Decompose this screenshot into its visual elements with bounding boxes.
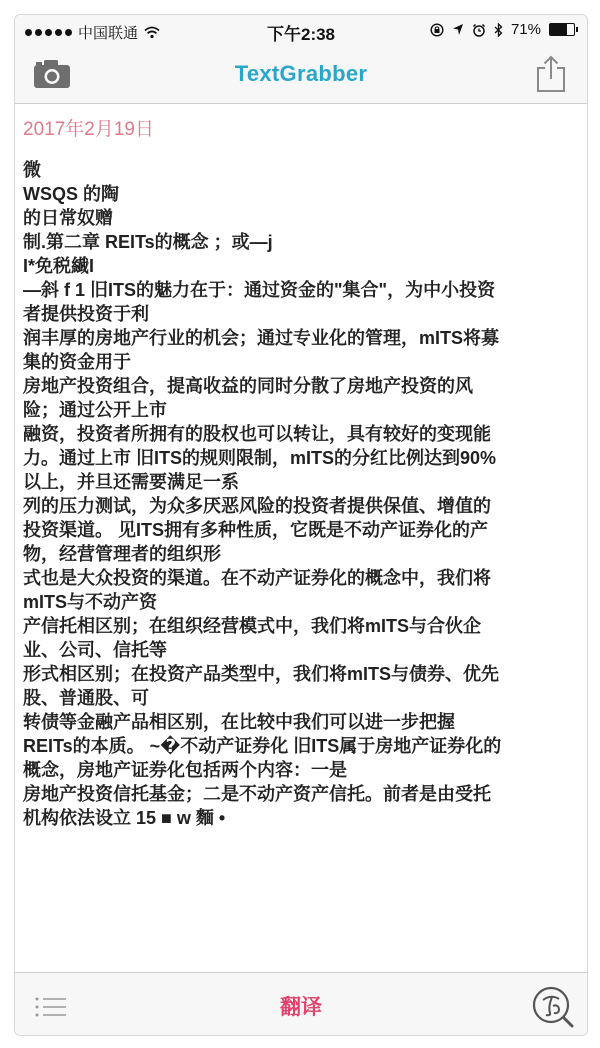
- note-line: 险；通过公开上市: [23, 400, 167, 420]
- note-line: REITs的本质。 ~�不动产证券化 旧ITS属于房地产证券化的: [23, 736, 502, 756]
- note-line: 房地产投资组合，提高收益的同时分散了房地产投资的风: [23, 376, 473, 396]
- note-line: 以上，并旦还需要满足一系: [23, 472, 239, 492]
- note-line: 式也是大众投资的渠道。在不动产证券化的概念中，我们将: [23, 568, 491, 588]
- note-line: 转债等金融产品相区别，在比较中我们可以进一步把握: [23, 712, 455, 732]
- note-line: 机构依法设立 15 ■ w 麵 •: [23, 808, 226, 828]
- share-icon[interactable]: [535, 55, 567, 93]
- location-icon: [452, 23, 464, 36]
- nav-bar: [15, 45, 587, 104]
- note-line: 列的压力测试，为众多厌恶风险的投资者提供保值、增值的: [23, 496, 491, 516]
- battery-icon: [549, 23, 575, 36]
- carrier-label: 中国联通: [78, 25, 139, 42]
- note-line: 的日常奴赠: [23, 208, 113, 228]
- note-text[interactable]: [23, 158, 579, 830]
- app-title: TextGrabber: [234, 61, 368, 86]
- note-line: 股、普通股、可: [23, 688, 149, 708]
- note-line: 融资，投资者所拥有的股权也可以转让，具有较好的变现能: [23, 424, 491, 444]
- note-line: 润丰厚的房地产行业的机会；通过专业化的管理，mITS将募: [23, 328, 500, 348]
- status-time: 下午2:38: [266, 25, 336, 44]
- lock-rotation-icon: [430, 23, 444, 37]
- note-line: 形式相区别；在投资产品类型中，我们将mITS与债券、优先: [23, 664, 500, 684]
- status-right: [430, 21, 575, 38]
- note-date: 2017年2月19日: [23, 119, 154, 140]
- status-bar: [15, 15, 587, 45]
- note-line: 者提供投资于利: [23, 304, 149, 324]
- note-line: 力。通过上市 旧ITS的规则限制，mITS的分红比例达到90%: [23, 448, 497, 468]
- translate-button[interactable]: 翻译: [280, 996, 322, 1019]
- note-line: 产信托相区别；在组织经营模式中，我们将mITS与合伙企: [23, 616, 482, 636]
- note-line: 业、公司、信托等: [23, 640, 167, 660]
- note-line: 微: [23, 160, 41, 180]
- note-line: 制.第二章 REITs的概念 ；或—j: [23, 232, 273, 252]
- note-content[interactable]: [15, 104, 587, 972]
- note-line: 概念，房地产证券化包括两个内容：一是: [23, 760, 347, 780]
- note-line: —斜 f 1 旧ITS的魅力在于：通过资金的"集合"，为中小投资: [23, 280, 496, 300]
- note-line: 房地产投资信托基金；二是不动产资产信托。前者是由受托: [23, 784, 491, 804]
- note-line: 投资渠道。 见ITS拥有多种性质，它既是不动产证券化的产: [23, 520, 489, 540]
- textgrabber-logo-icon[interactable]: [531, 985, 575, 1029]
- battery-fill: [550, 24, 567, 35]
- bluetooth-icon: [494, 23, 503, 37]
- note-line: mITS与不动产资: [23, 592, 158, 612]
- battery-percent: 71%: [510, 21, 541, 38]
- bottom-toolbar: [15, 972, 587, 1036]
- note-line: 集的资金用于: [23, 352, 131, 372]
- alarm-icon: [472, 23, 486, 37]
- note-line: 物，经营管理者的组织形: [23, 544, 221, 564]
- phone-screen: [14, 14, 588, 1036]
- note-line: I*免税繊I: [23, 256, 95, 276]
- note-line: WSQS 的陶: [23, 184, 120, 204]
